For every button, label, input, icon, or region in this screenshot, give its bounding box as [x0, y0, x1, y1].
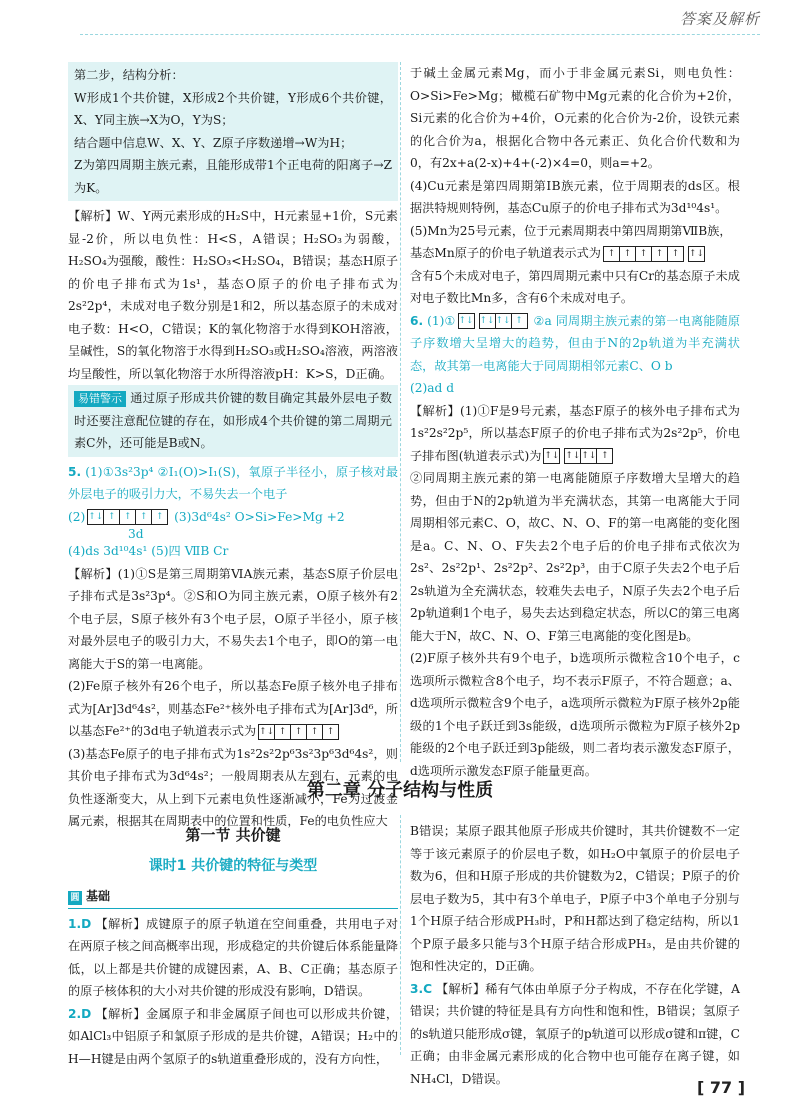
left-column-bottom	[68, 820, 398, 1070]
right-column-top	[410, 62, 740, 782]
q6-answer-2: ②a 同周期主族元素的第一电离能随原子序数增大呈增大的趋势，但由于N的2p轨道为半充满状态，故其第一电离能大于同周期相邻元素C、O b	[410, 313, 741, 373]
warning-tag: 易错警示	[74, 391, 126, 407]
q5-answer-4: (4)ds 3d¹⁰4s¹ (5)四 ⅦB Cr	[68, 544, 229, 558]
box-line: W形成1个共价键，X形成2个共价键，Y形成6个共价键，X、Y同主族→X为O，Y为S；	[74, 90, 392, 127]
header-divider	[80, 34, 760, 35]
box-line: 结合题中信息W、X、Y、Z原子序数递增→W为H；	[74, 135, 353, 150]
left-column-top	[68, 62, 398, 833]
mn-3d-orbital: ↑ ↑ ↑ ↑ ↑	[603, 246, 684, 262]
q6-answer-1: (1)①	[427, 313, 456, 328]
f-valence-orbital: ↑↓	[543, 448, 560, 464]
q4-analysis: 【解析】W、Y两元素形成的H₂S中，H元素显+1价，S元素显-2价，所以电负性：H<S，A错误；H₂SO₃为弱酸，H₂SO₄为强酸，酸性：H₂SO₃<H₂SO₄，B错误；基态H原子的价电子排布式为1s¹，基态O原子的价电子排布式为2s²2p⁴，未成对电子数分别是1和2，所以基态原子的未成对电子数：H<O，C错误；K的氧化物溶于水得到KOH溶液，呈碱性，S的氧化物溶于水得到H₂SO₃或H₂SO₄溶液，两溶液均呈酸性，所以氧化物溶于水所得溶液pH：K>S，D正确。	[68, 209, 398, 381]
mn-orbital-text: 基态Mn原子的价电子轨道表示式为	[410, 246, 601, 260]
q6-answer-3: (2)ad d	[410, 381, 455, 395]
warning-text: 通过原子形成共价键的数目确定其最外层电子数时还要注意配位键的存在，如形成4个共价键的第二周期元素C外，还可能是B或N。	[74, 391, 392, 450]
q5-answer-3: (3)3d⁶4s² O>Si>Fe>Mg +2	[174, 509, 345, 524]
q5-analysis-2: (2)Fe原子核外有26个电子，所以基态Fe原子核外电子排布式为[Ar]3d⁶4s²，则基态Fe²⁺核外电子排布式为[Ar]3d⁶，所以基态Fe²⁺的3d电子轨道表示式为	[68, 679, 398, 738]
warning-box	[68, 385, 398, 457]
q2-analysis-cont: B错误；某原子跟其他原子形成共价键时，其共价键数不一定等于该元素原子的价层电子数，如H₂O中氧原子的价层电子数为6，但和H原子形成的共价键数为2，C错误；P原子的价层电子数为5，其中有3个单电子，P原子中3个单电子分别与1个H原子结合形成PH₃时，P和H都达到了稳定结构，所以1个P原子最多只能与3个H原子结合形成PH₃，是由共价键的饱和性决定的，D正确。	[410, 824, 740, 973]
column-divider-top	[400, 62, 401, 762]
q1-number: 1.D	[68, 916, 92, 931]
structure-analysis-box	[68, 62, 398, 201]
q3-number: 3.C	[410, 981, 433, 996]
q6-analysis-1: 【解析】(1)①F是9号元素，基态F原子的核外电子排布式为1s²2s²2p⁵，所以基态F原子的价电子排布式为2s²2p⁵，价电子排布图(轨道表示式)为	[410, 403, 740, 463]
q3-analysis: 【解析】稀有气体由单原子分子构成，不存在化学键，A错误；共价键的特征是具有方向性和饱和性，B错误；氢原子的s轨道只能形成σ键，氧原子的p轨道可以形成σ键和π键，C正确；由非金属元素形成的化合物中也可能存在离子键，如NH₄Cl，D错误。	[410, 981, 740, 1086]
fe2-orbital-diagram: ↑↓ ↑ ↑ ↑ ↑	[258, 724, 339, 740]
lesson-title: 课时1 共价键的特征与类型	[148, 857, 318, 874]
q5-answer-2-label: (2)	[68, 509, 86, 524]
fe-orbital-diagram: ↑↓ ↑ ↑ ↑ ↑	[87, 509, 168, 525]
q5-number: 5.	[68, 464, 82, 479]
q5-analysis-mn: (5)Mn为25号元素，位于元素周期表中第四周期第ⅦB族，	[410, 223, 732, 238]
q5-analysis-1: 【解析】(1)①S是第三周期第ⅥA族元素，基态S原子价层电子排布式是3s²3p⁴。②S和O为同主族元素，O原子核外有2个电子层，S原子核外有3个电子层，O原子半径小，原子核对最外层电子的吸引力大，不易失去1个电子，即O的第一电离能大于S的第一电离能。	[68, 566, 398, 671]
q1-analysis: 【解析】成键原子的原子轨道在空间重叠，共用电子对在两原子核之间高概率出现，形成稳定的共价键后体系能量降低，以上都是共价键的成键因素，A、B、C正确；基态原子的原子核体积的大小对共价键的形成没有影响，D错误。	[68, 916, 399, 998]
column-divider-bottom	[400, 815, 401, 1055]
basic-icon: 圆	[68, 891, 82, 905]
q2-analysis: 【解析】金属原子和非金属原子间也可以形成共价键，如AlCl₃中铝原子和氯原子形成的是共价键，A错误；H₂中的H—H键是由两个氢原子的s轨道重叠形成的，没有方向性，	[68, 1006, 399, 1066]
basic-label: 基础	[86, 889, 111, 903]
q6-analysis-3: (2)F原子核外共有9个电子，b选项所示微粒含10个电子，c选项所示微粒含8个电子，均不表示F原子，不符合题意；a、d选项所示微粒含9个电子，a选项所示微粒为F原子核外2p能级的1个电子跃迁到3s能级，d选项所示微粒为F原子核外2p能级的2个电子跃迁到3p能级，则二者均表示激发态F原子，d选项所示激发态F原子能量更高。	[410, 651, 740, 778]
section-title: 第一节 共价键	[185, 826, 281, 844]
q2-number: 2.D	[68, 1006, 92, 1021]
q5-analysis-cu: (4)Cu元素是第四周期第ⅠB族元素，位于周期表的ds区。根据洪特规则特例，基态Cu原子的价电子排布式为3d¹⁰4s¹。	[410, 178, 740, 215]
mn-4s-orbital: ↑↓	[688, 246, 705, 262]
f-valence-2p-orbital: ↑↓ ↑↓ ↑	[564, 448, 613, 464]
f-2p-orbital: ↑↓ ↑↓ ↑	[479, 313, 528, 329]
q6-analysis-2: ②同周期主族元素的第一电离能随原子序数增大呈增大的趋势，但由于N的2p轨道为半充满状态，其第一电离能大于同周期相邻元素C、O，故C、N、O、F的第一电离能的变化图是a。C、N、O、F失去2个电子后的价电子排布式依次为2s²、2s²2p¹、2s²2p²、2s²2p³，由于C原子失去2个电子后2s轨道为全充满状态，较难失去电子，N原子失去2个电子后2p轨道剩1个电子，易失去达到稳定状态，所以C的第三电离能大于N，故C、N、O、F第三电离能的变化图是b。	[410, 471, 740, 643]
q5-analysis-3: (3)基态Fe原子的电子排布式为1s²2s²2p⁶3s²3p⁶3d⁶4s²，则其价电子排布式为3d⁶4s²；一般周期表从左到右，元素的电负性逐渐变大，从上到下元素电负性逐渐减小，Fe为过渡金属元素，根据其在周期表中的位置和性质，Fe的电负性应大	[68, 746, 398, 828]
box-line: 第二步，结构分析：	[74, 68, 184, 82]
q6-number: 6.	[410, 313, 424, 328]
q5-answer-1: (1)①3s²3p⁴ ②I₁(O)>I₁(S)，氧原子半径小，原子核对最外层电子的吸引力大，不易失去一个电子	[68, 464, 399, 501]
box-line: Z为第四周期主族元素，且能形成带1个正电荷的阳离子→Z为K。	[74, 158, 392, 195]
q5-orbital-label: 3d	[128, 527, 144, 541]
page-number: [ 77 ]	[696, 1078, 745, 1097]
header-title: 答案及解析	[679, 10, 760, 28]
q5-analysis-cont: 于碱土金属元素Mg，而小于非金属元素Si，则电负性：O>Si>Fe>Mg；橄榄石矿物中Mg元素的化合价为+2价，Si元素的化合价为+4价，O元素的化合价为-2价，设铁元素的化合价为a，根据化合物中各元素正、负化合价代数和为0，有2x+a(2-x)+4+(-2)×4=0，则a=+2。	[410, 66, 740, 170]
right-column-bottom	[410, 820, 740, 1090]
basic-heading	[68, 885, 398, 909]
f-2s-orbital: ↑↓	[458, 313, 475, 329]
chapter-title: 第二章 分子结构与性质	[306, 780, 494, 801]
mn-unpaired-text: 含有5个未成对电子，第四周期元素中只有Cr的基态原子未成对电子数比Mn多，含有6个未成对电子。	[410, 268, 740, 305]
